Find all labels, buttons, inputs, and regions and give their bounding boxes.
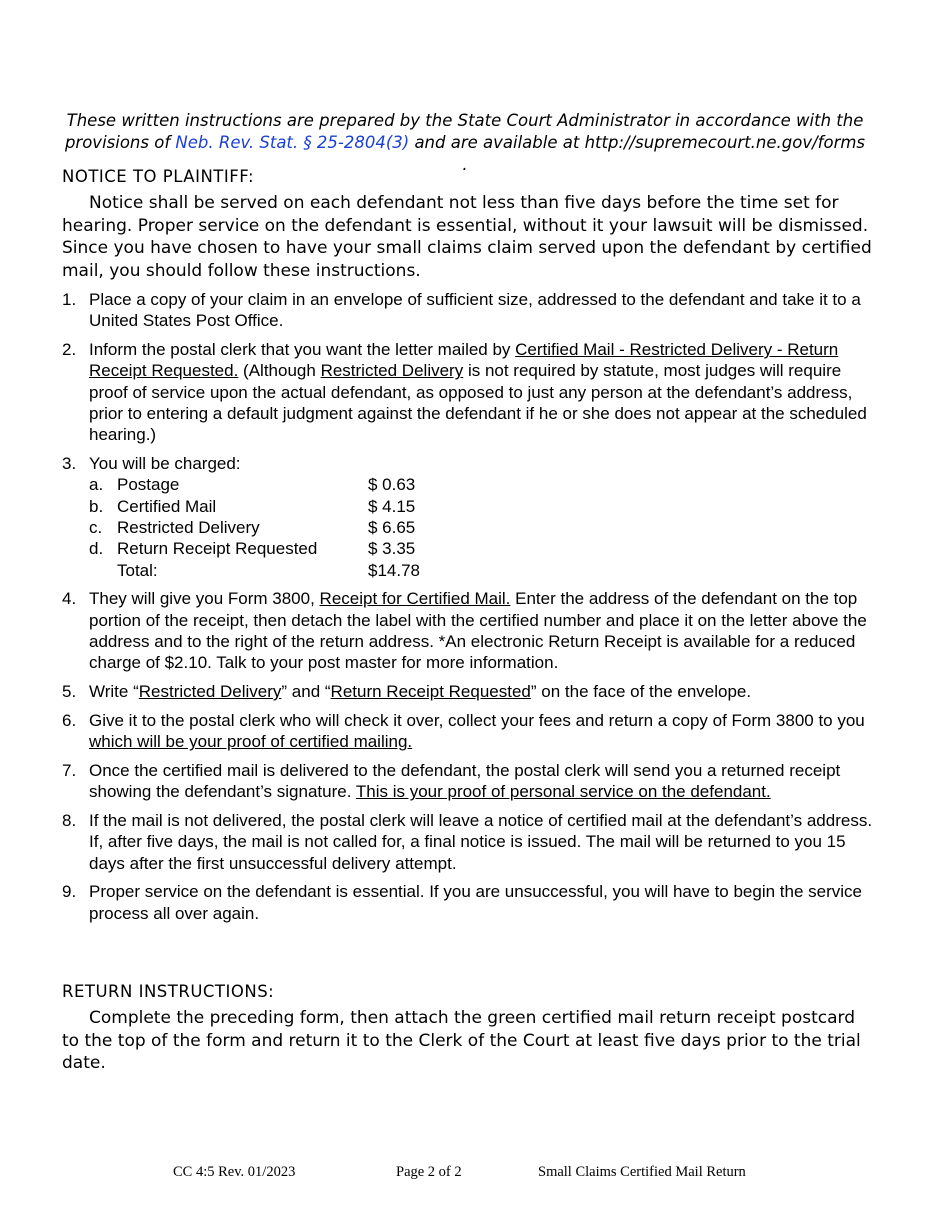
- return-heading: RETURN INSTRUCTIONS:: [62, 982, 275, 1001]
- fee-letter: b.: [89, 496, 104, 516]
- list-item: [62, 710, 874, 753]
- fee-letter: d.: [89, 539, 104, 559]
- footer-form-id: CC 4:5 Rev. 01/2023: [173, 1164, 296, 1180]
- fee-row: [89, 517, 874, 538]
- intro-line-2-start: provisions of: [64, 133, 176, 152]
- footer-title: Small Claims Certified Mail Return: [538, 1164, 746, 1180]
- list-item: [62, 289, 874, 332]
- item-text: Inform the postal clerk that you want the letter mailed by: [89, 340, 516, 360]
- item-text: You will be charged:: [89, 454, 241, 474]
- return-body: Complete the preceding form, then attach the green certified mail return receipt postcard to the top of the form and return it to the Clerk of the Court at least five days prior to the trial date.: [62, 1008, 861, 1073]
- footer-page-number: Page 2 of 2: [396, 1164, 462, 1180]
- item-number: 6.: [62, 710, 77, 730]
- fee-amount: $ 0.63: [368, 475, 416, 495]
- list-item: [62, 453, 874, 581]
- item-text: is not required by statute, most judges will require proof of service upon the actual defendant, as opposed to just any person at the defendant’s address, prior to entering a default judgment against the defendant if he or she does not appear at the scheduled hearing.): [89, 361, 867, 445]
- item-number: 7.: [62, 760, 77, 780]
- list-item: [62, 760, 874, 803]
- underlined-text: Receipt for Certified Mail.: [319, 589, 511, 609]
- list-item: [62, 339, 874, 445]
- item-number: 2.: [62, 340, 77, 360]
- fee-row: [89, 538, 874, 559]
- fee-total-row: [89, 560, 874, 581]
- fee-row: [89, 496, 874, 517]
- list-item: [62, 681, 874, 702]
- fee-name: Return Receipt Requested: [117, 539, 318, 559]
- item-text: ” on the face of the envelope.: [530, 682, 752, 702]
- item-text: Once the certified mail is delivered to the defendant, the postal clerk will send you a returned receipt showing the defendant’s signature.: [89, 760, 841, 802]
- fee-total-label: Total:: [117, 560, 158, 580]
- item-text: ” and “: [281, 682, 331, 702]
- underlined-text: Return Receipt Requested: [330, 682, 531, 702]
- underlined-text: Restricted Delivery: [320, 361, 464, 381]
- item-text: Place a copy of your claim in an envelope of sufficient size, addressed to the defendant and take it to a United States Post Office.: [89, 290, 861, 331]
- fee-letter: a.: [89, 475, 104, 495]
- fee-name: Certified Mail: [117, 496, 217, 516]
- list-item: [62, 810, 874, 874]
- item-number: 9.: [62, 882, 77, 902]
- item-text: If the mail is not delivered, the postal clerk will leave a notice of certified mail at the defendant’s address. If, after five days, the mail is not called for, a final notice is issued. The mail will be returned to you 15 days after the first unsuccessful delivery attempt.: [89, 811, 873, 873]
- item-text: They will give you Form 3800,: [89, 589, 320, 609]
- fee-name: Restricted Delivery: [117, 517, 260, 537]
- item-number: 5.: [62, 682, 77, 702]
- intro-line-1: These written instructions are prepared by the State Court Administrator in accordance with the: [66, 111, 864, 130]
- fee-row: [89, 474, 874, 495]
- item-text: (Although: [238, 361, 321, 381]
- list-item: [62, 588, 874, 673]
- underlined-text: This is your proof of personal service on the defendant.: [355, 782, 771, 802]
- notice-body: Notice shall be served on each defendant not less than five days before the time set for hearing. Proper service on the defendant is essential, without it your lawsuit will be dismissed. Since you have chosen to have your small claims claim served upon the defendant by certified mail, you should follow these instructions.: [62, 193, 872, 281]
- intro-line-2-end: and are available at http://supremecourt.ne.gov/forms .: [409, 133, 866, 174]
- item-text: Give it to the postal clerk who will check it over, collect your fees and return a copy of Form 3800 to you: [89, 710, 865, 730]
- fee-name: Postage: [117, 475, 180, 495]
- item-number: 4.: [62, 589, 77, 609]
- item-number: 3.: [62, 454, 77, 474]
- fee-table: [89, 474, 874, 580]
- fee-letter: c.: [89, 517, 103, 537]
- instruction-list: [62, 289, 874, 932]
- fee-amount: $ 6.65: [368, 517, 416, 537]
- fee-amount: $ 4.15: [368, 496, 416, 516]
- item-text: Proper service on the defendant is essential. If you are unsuccessful, you will have to begin the service process all over again.: [89, 882, 862, 923]
- item-text: Write “: [89, 682, 139, 702]
- list-item: [62, 881, 874, 924]
- notice-heading: NOTICE TO PLAINTIFF:: [62, 167, 254, 186]
- item-number: 1.: [62, 290, 77, 309]
- item-number: 8.: [62, 811, 77, 831]
- statute-link[interactable]: Neb. Rev. Stat. § 25-2804(3): [175, 133, 410, 152]
- underlined-text: which will be your proof of certified mailing.: [89, 732, 413, 752]
- item-text: Enter the address of the defendant on the top portion of the receipt, then detach the label with the certified number and place it on the letter above the address and to the right of the return address. *An electronic Return Receipt is available for a reduced charge of $2.10. Talk to your post master for more information.: [89, 589, 867, 673]
- underlined-text: Certified Mail - Restricted Delivery - Return Receipt Requested.: [89, 340, 839, 381]
- fee-total-amount: $14.78: [368, 560, 420, 580]
- underlined-text: Restricted Delivery: [138, 682, 282, 702]
- fee-amount: $ 3.35: [368, 539, 416, 559]
